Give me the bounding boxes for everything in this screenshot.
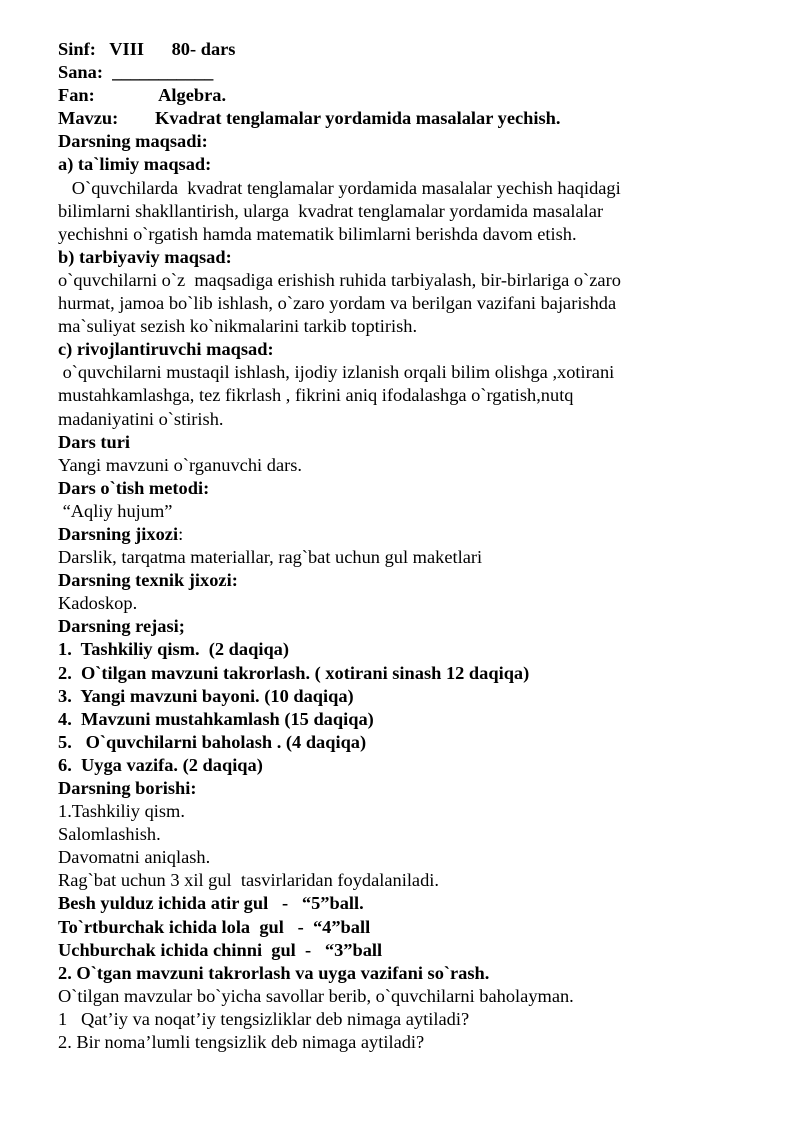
tech-equipment-heading: Darsning texnik jixozi:: [58, 570, 238, 591]
plan-item: 6. Uyga vazifa. (2 daqiqa): [58, 754, 263, 775]
developmental-goal-line: o`quvchilarni mustaqil ishlash, ijodiy izlanish orqali bilim olishga ,xotirani: [58, 362, 615, 383]
plan-item: 1. Tashkiliy qism. (2 daqiqa): [58, 639, 289, 660]
tech-equipment-value: Kadoskop.: [58, 593, 138, 614]
upbringing-goal-line: ma`suliyat sezish ko`nikmalarini tarkib toptirish.: [58, 316, 418, 337]
topic-line: Mavzu: Kvadrat tenglamalar yordamida masalalar yechish.: [58, 108, 561, 129]
educational-goal-line: yechishni o`rgatish hamda matematik bilimlarni berishda davom etish.: [58, 223, 577, 244]
equipment-value: Darslik, tarqatma materiallar, rag`bat uchun gul maketlari: [58, 547, 483, 568]
lesson-type-heading: Dars turi: [58, 431, 131, 452]
class-line: Sinf: VIII 80- dars: [58, 39, 236, 59]
educational-goal-heading: a) ta`limiy maqsad:: [58, 154, 212, 175]
progress-line: Davomatni aniqlash.: [58, 847, 211, 868]
progress-heading: Darsning borishi:: [58, 778, 197, 798]
section2-line: 2. Bir noma’lumli tengsizlik deb nimaga aytiladi?: [58, 1032, 425, 1053]
section2-heading: 2. O`tgan mavzuni takrorlash va uyga vazifani so`rash.: [58, 962, 490, 983]
reward-line: Uchburchak ichida chinni gul - “3”ball: [58, 939, 383, 960]
section2-line: 1 Qat’iy va noqat’iy tengsizliklar deb nimaga aytiladi?: [58, 1008, 470, 1029]
developmental-goal-heading: c) rivojlantiruvchi maqsad:: [58, 339, 274, 360]
date-blank: ___________: [112, 62, 214, 83]
progress-line: 1.Tashkiliy qism.: [58, 801, 185, 822]
educational-goal-line: O`quvchilarda kvadrat tenglamalar yordamida masalalar yechish haqidagi: [58, 177, 621, 198]
reward-line: To`rtburchak ichida lola gul - “4”ball: [58, 916, 371, 937]
upbringing-goal-heading: b) tarbiyaviy maqsad:: [58, 246, 232, 267]
lesson-type-value: Yangi mavzuni o`rganuvchi dars.: [58, 454, 302, 475]
progress-line: Salomlashish.: [58, 824, 161, 845]
developmental-goal-line: mustahkamlashga, tez fikrlash , fikrini aniq ifodalashga o`rgatish,nutq: [58, 385, 574, 406]
subject-line: Fan: Algebra.: [58, 85, 227, 106]
date-label: Sana:: [58, 62, 113, 83]
equipment-heading-line: [58, 523, 760, 546]
plan-heading: Darsning rejasi;: [58, 616, 185, 637]
upbringing-goal-line: hurmat, jamoa bo`lib ishlash, o`zaro yordam va berilgan vazifani bajarishda: [58, 293, 617, 314]
reward-line: Besh yulduz ichida atir gul - “5”ball.: [58, 893, 364, 914]
date-line: [58, 61, 760, 84]
equipment-heading: Darsning jixozi: [58, 523, 179, 544]
plan-item: 3. Yangi mavzuni bayoni. (10 daqiqa): [58, 685, 354, 706]
plan-item: 2. O`tilgan mavzuni takrorlash. ( xotirani sinash 12 daqiqa): [58, 662, 530, 683]
goals-heading: Darsning maqsadi:: [58, 131, 208, 152]
upbringing-goal-line: o`quvchilarni o`z maqsadiga erishish ruhida tarbiyalash, bir-birlariga o`zaro: [58, 269, 621, 290]
developmental-goal-line: madaniyatini o`stirish.: [58, 408, 224, 429]
plan-item: 5. O`quvchilarni baholash . (4 daqiqa): [58, 731, 367, 752]
section2-line: O`tilgan mavzular bo`yicha savollar berib, o`quvchilarni baholayman.: [58, 985, 574, 1006]
progress-line: Rag`bat uchun 3 xil gul tasvirlaridan foydalaniladi.: [58, 870, 439, 891]
method-value: “Aqliy hujum”: [58, 500, 173, 521]
educational-goal-line: bilimlarni shakllantirish, ularga kvadrat tenglamalar yordamida masalalar: [58, 200, 604, 221]
method-heading: Dars o`tish metodi:: [58, 477, 210, 498]
plan-item: 4. Mavzuni mustahkamlash (15 daqiqa): [58, 708, 374, 729]
equipment-colon: :: [178, 523, 184, 544]
